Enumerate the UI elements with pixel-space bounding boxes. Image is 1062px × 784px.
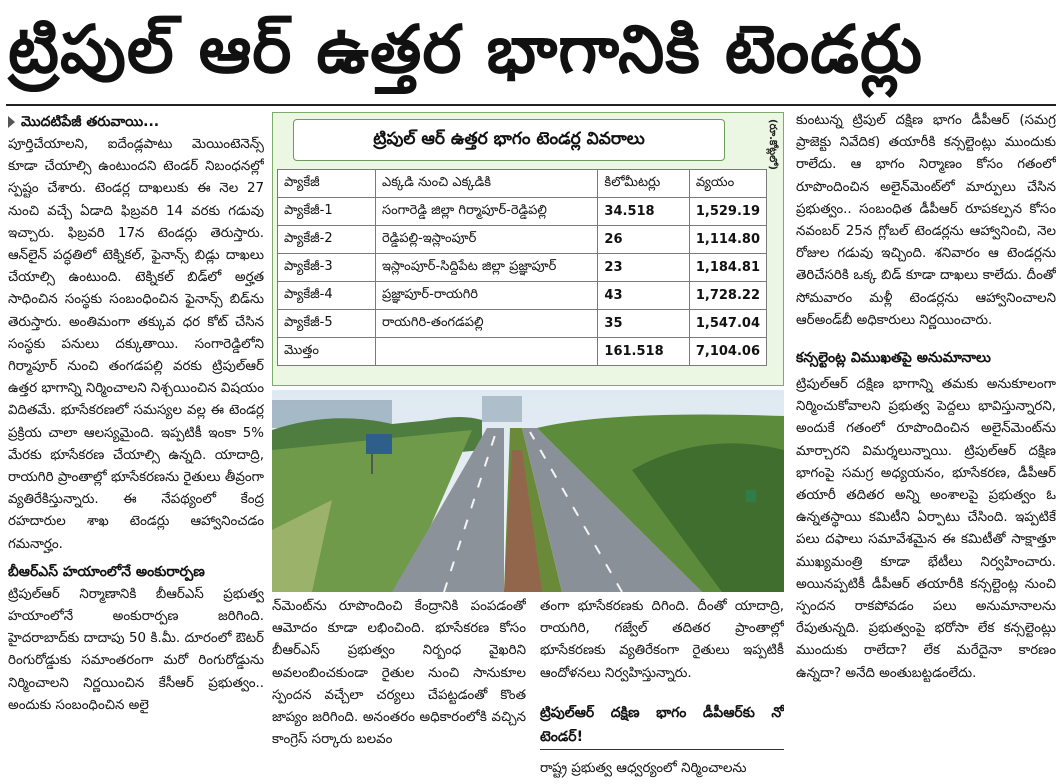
headline: ట్రిపుల్ ఆర్ ఉత్తర భాగానికి టెండర్లు <box>8 11 923 88</box>
col3-paragraph-1: తంగా భూసేకరణకు దిగింది. దీంతో యాదాద్రి, రాయగిరి, గజ్వేల్ తదితర ప్రాంతాల్లో భూసేకరణకు వ్యతిరేకంగా రైతులు ఇప్పటికీ ఆందోళనలు నిర్వహిస్తున్నారు. <box>540 599 784 681</box>
cell-cost: 1,184.81 <box>689 254 766 282</box>
column-1 <box>8 110 264 782</box>
headline-rule <box>6 104 1056 106</box>
tender-table-box <box>272 112 784 386</box>
cell-package: ప్యాకేజీ-3 <box>278 254 376 282</box>
highway-photo <box>272 390 784 592</box>
header-km: కిలోమీటర్లు <box>598 170 689 198</box>
column-3 <box>540 596 784 782</box>
cell-total-cost: 7,104.06 <box>689 338 766 366</box>
table-total-row <box>278 338 767 366</box>
cell-cost: 1,529.19 <box>689 198 766 226</box>
cell-total-blank <box>375 338 597 366</box>
table-title: ట్రిపుల్ ఆర్ ఉత్తర భాగం టెండర్ల వివరాలు <box>293 119 725 161</box>
col4-paragraph-2: ట్రిపుల్‌ఆర్ దక్షిణ భాగాన్ని తమకు అనుకూలంగా నిర్మించుకోవాలని ప్రభుత్వ పెద్దలు భావిస్తున్నారని, అందుకే గతంలో రూపొందించిన అలైన్‌మెంట్‌ను మార్చారని విమర్శలున్నాయి. ట్రిపుల్‌ఆర్ దక్షిణ భాగంపై సమగ్ర అధ్యయనం, భూసేకరణ, డీపీఆర్ తయారీ తదితర అన్ని అంశాలపై ప్రభుత్వం ఓ ఉన్నతస్థాయి కమిటీని ఏర్పాటు చేసింది. ఇప్పటికే పలు దఫాలు సమావేశమైన ఈ కమిటీతో సాక్షాత్తూ ముఖ్యమంత్రి కూడా భేటీలు నిర్వహించారు. అయినప్పటికీ డీపీఆర్ తయారీకి కన్సల్టెంట్ల నుంచి స్పందన రాకపోవడం పలు అనుమానాలను రేపుతున్నది. ప్రభుత్వంపై భరోసా లేక కన్సల్టెంట్లు ముందుకు రాలేదా? లేక మరేదైనా కారణం ఉన్నదా? అనేది అంతుబట్టడంలేదు. <box>796 377 1056 681</box>
tender-table <box>277 169 767 366</box>
cell-cost: 1,547.04 <box>689 310 766 338</box>
cell-cost: 1,728.22 <box>689 282 766 310</box>
table-row <box>278 310 767 338</box>
cell-km: 26 <box>598 226 689 254</box>
kicker-text: మొదటిపేజీ తరువాయి... <box>21 114 160 130</box>
table-row <box>278 282 767 310</box>
col1-paragraph-1: పూర్తిచేయాలని, ఐదేండ్లపాటు మెయింటెనెన్స్ కూడా చేయాల్సి ఉంటుందని టెండర్ నిబంధనల్లో స్పష్టం చేశారు. టెండర్ల దాఖలుకు ఈ నెల 27 నుంచి వచ్చే ఏడాది ఫిబ్రవరి 14 వరకు గడువు ఇచ్చారు. ఫిబ్రవరి 17న టెండర్లు తెరుస్తారు. ఆన్‌లైన్ పద్ధతిలో టెక్నికల్, ఫైనాన్స్ బిడ్లు దాఖలు చేయాల్సి ఉంటుంది. టెక్నికల్ బిడ్‌లో అర్హత సాధించిన సంస్థకు సంబంధించిన ఫైనాన్స్ బిడ్‌ను తెరుస్తారు. అంతిమంగా తక్కువ ధర కోట్ చేసిన సంస్థకు పనులు దక్కుతాయి. సంగారెడ్డిలోని గిర్మాపూర్ నుంచి తంగడపల్లి వరకు ట్రిపుల్‌ఆర్ ఉత్తర భాగాన్ని నిర్మించాలని నిశ్చయించిన విషయం విదితమే. భూసేకరణలో సమస్యల వల్ల ఈ టెండర్ల ప్రక్రియ చాలా ఆలస్యమైంది. ఇప్పటికీ ఇంకా 5% మేరకు భూసేకరణ చేయాల్సి ఉన్నది. యాదాద్రి, రాయగిరి ప్రాంతాల్లో భూసేకరణను రైతులు తీవ్రంగా వ్యతిరేకిస్తున్నారు. ఈ నేపథ్యంలో కేంద్ర రహదారుల శాఖ టెండర్లు ఆహ్వానించడం గమనార్హం. <box>8 137 264 552</box>
header-package: ప్యాకేజీ <box>278 170 376 198</box>
cell-km: 35 <box>598 310 689 338</box>
col3-paragraph-2: రాష్ట్ర ప్రభుత్వ ఆధ్వర్యంలో నిర్మించాలను <box>540 760 747 776</box>
header-cost: వ్యయం <box>689 170 766 198</box>
col4-paragraph-1: కుంటున్న ట్రిపుల్ దక్షిణ భాగం డీపీఆర్ (సమగ్ర ప్రాజెక్టు నివేదిక) తయారీకి కన్సల్టెంట్లు ముందుకు రాలేదు. ఆ భాగం నిర్మాణం కోసం గతంలో రూపొందించిన అలైన్‌మెంట్‌లో మార్పులు చేసిన ప్రభుత్వం.. సంబంధిత డీపీఆర్ రూపకల్పన కోసం నవంబర్ 25న గ్లోబల్ టెండర్లను ఆహ్వానించి, నెల రోజుల గడువు ఇచ్చింది. శనివారం ఆ టెండర్లను తెరిచేసరికి ఒక్క బిడ్ కూడా దాఖలు కాలేదు. దీంతో సోమవారం మళ్లీ టెండర్లను ఆహ్వానించాలని ఆర్‌అండ్‌బీ అధికారులు నిర్ణయించారు. <box>796 113 1056 328</box>
cell-cost: 1,114.80 <box>689 226 766 254</box>
cell-package: ప్యాకేజీ-5 <box>278 310 376 338</box>
header-route: ఎక్కడి నుంచి ఎక్కడికి <box>375 170 597 198</box>
table-header-row <box>278 170 767 198</box>
cell-route: రెడ్డిపల్లి-ఇస్లాంపూర్ <box>375 226 597 254</box>
arrow-right-icon <box>8 116 15 128</box>
table-row <box>278 254 767 282</box>
table-unit-note: (రూ.కోట్లలో) <box>767 119 778 170</box>
cell-route: సంగారెడ్డి జిల్లా గిర్మాపూర్-రెడ్డిపల్లి <box>375 198 597 226</box>
column-2 <box>272 596 526 782</box>
cell-package: ప్యాకేజీ-1 <box>278 198 376 226</box>
table-row <box>278 226 767 254</box>
cell-route: ప్రజ్ఞాపూర్-రాయగిరి <box>375 282 597 310</box>
cell-km: 43 <box>598 282 689 310</box>
cell-route: ఇస్లాంపూర్-సిద్దిపేట జిల్లా ప్రజ్ఞాపూర్ <box>375 254 597 282</box>
cell-km: 34.518 <box>598 198 689 226</box>
cell-total-km: 161.518 <box>598 338 689 366</box>
col3-subheading: ట్రిపుల్‌ఆర్ దక్షిణ భాగం డీపీఆర్‌కు నో టెండర్! <box>540 701 784 750</box>
cell-package: ప్యాకేజీ-4 <box>278 282 376 310</box>
table-row <box>278 198 767 226</box>
cell-route: రాయగిరి-తంగడపల్లి <box>375 310 597 338</box>
cell-package: ప్యాకేజీ-2 <box>278 226 376 254</box>
column-4 <box>796 110 1056 782</box>
col4-subheading: కన్సల్టెంట్ల విముఖతపై అనుమానాలు <box>796 350 991 367</box>
kicker <box>8 110 264 134</box>
cell-km: 23 <box>598 254 689 282</box>
col1-paragraph-2: ట్రిపుల్‌ఆర్ నిర్మాణానికి బీఆర్‌ఎస్ ప్రభుత్వ హయాంలోనే అంకురార్పణ జరిగింది. హైదరాబాద్‌కు దాదాపు 50 కి.మీ. దూరంలో ఔటర్ రింగురోడ్డుకు సమాంతరంగా మరో రింగురోడ్డును నిర్మించాలని నిర్ణయించిన కేసీఆర్ ప్రభుత్వం.. అందుకు సంబంధించిన అలై <box>8 586 264 713</box>
col2-paragraph: న్‌మెంట్‌ను రూపొందించి కేంద్రానికి పంపడంతో ఆమోదం కూడా లభించింది. భూసేకరణ కోసం బీఆర్‌ఎస్ ప్రభుత్వం నిర్బంధ వైఖరిని అవలంబించకుండా రైతుల నుంచి సానుకూల స్పందన వచ్చేలా చర్యలు చేపట్టడంతో కొంత జాప్యం జరిగింది. అనంతరం అధికారంలోకి వచ్చిన కాంగ్రెస్ సర్కారు బలవం <box>272 599 526 748</box>
col1-subheading: బీఆర్‌ఎస్ హయాంలోనే అంకురార్పణ <box>8 563 205 580</box>
highway-illustration <box>272 390 784 592</box>
cell-total-label: మొత్తం <box>278 338 376 366</box>
